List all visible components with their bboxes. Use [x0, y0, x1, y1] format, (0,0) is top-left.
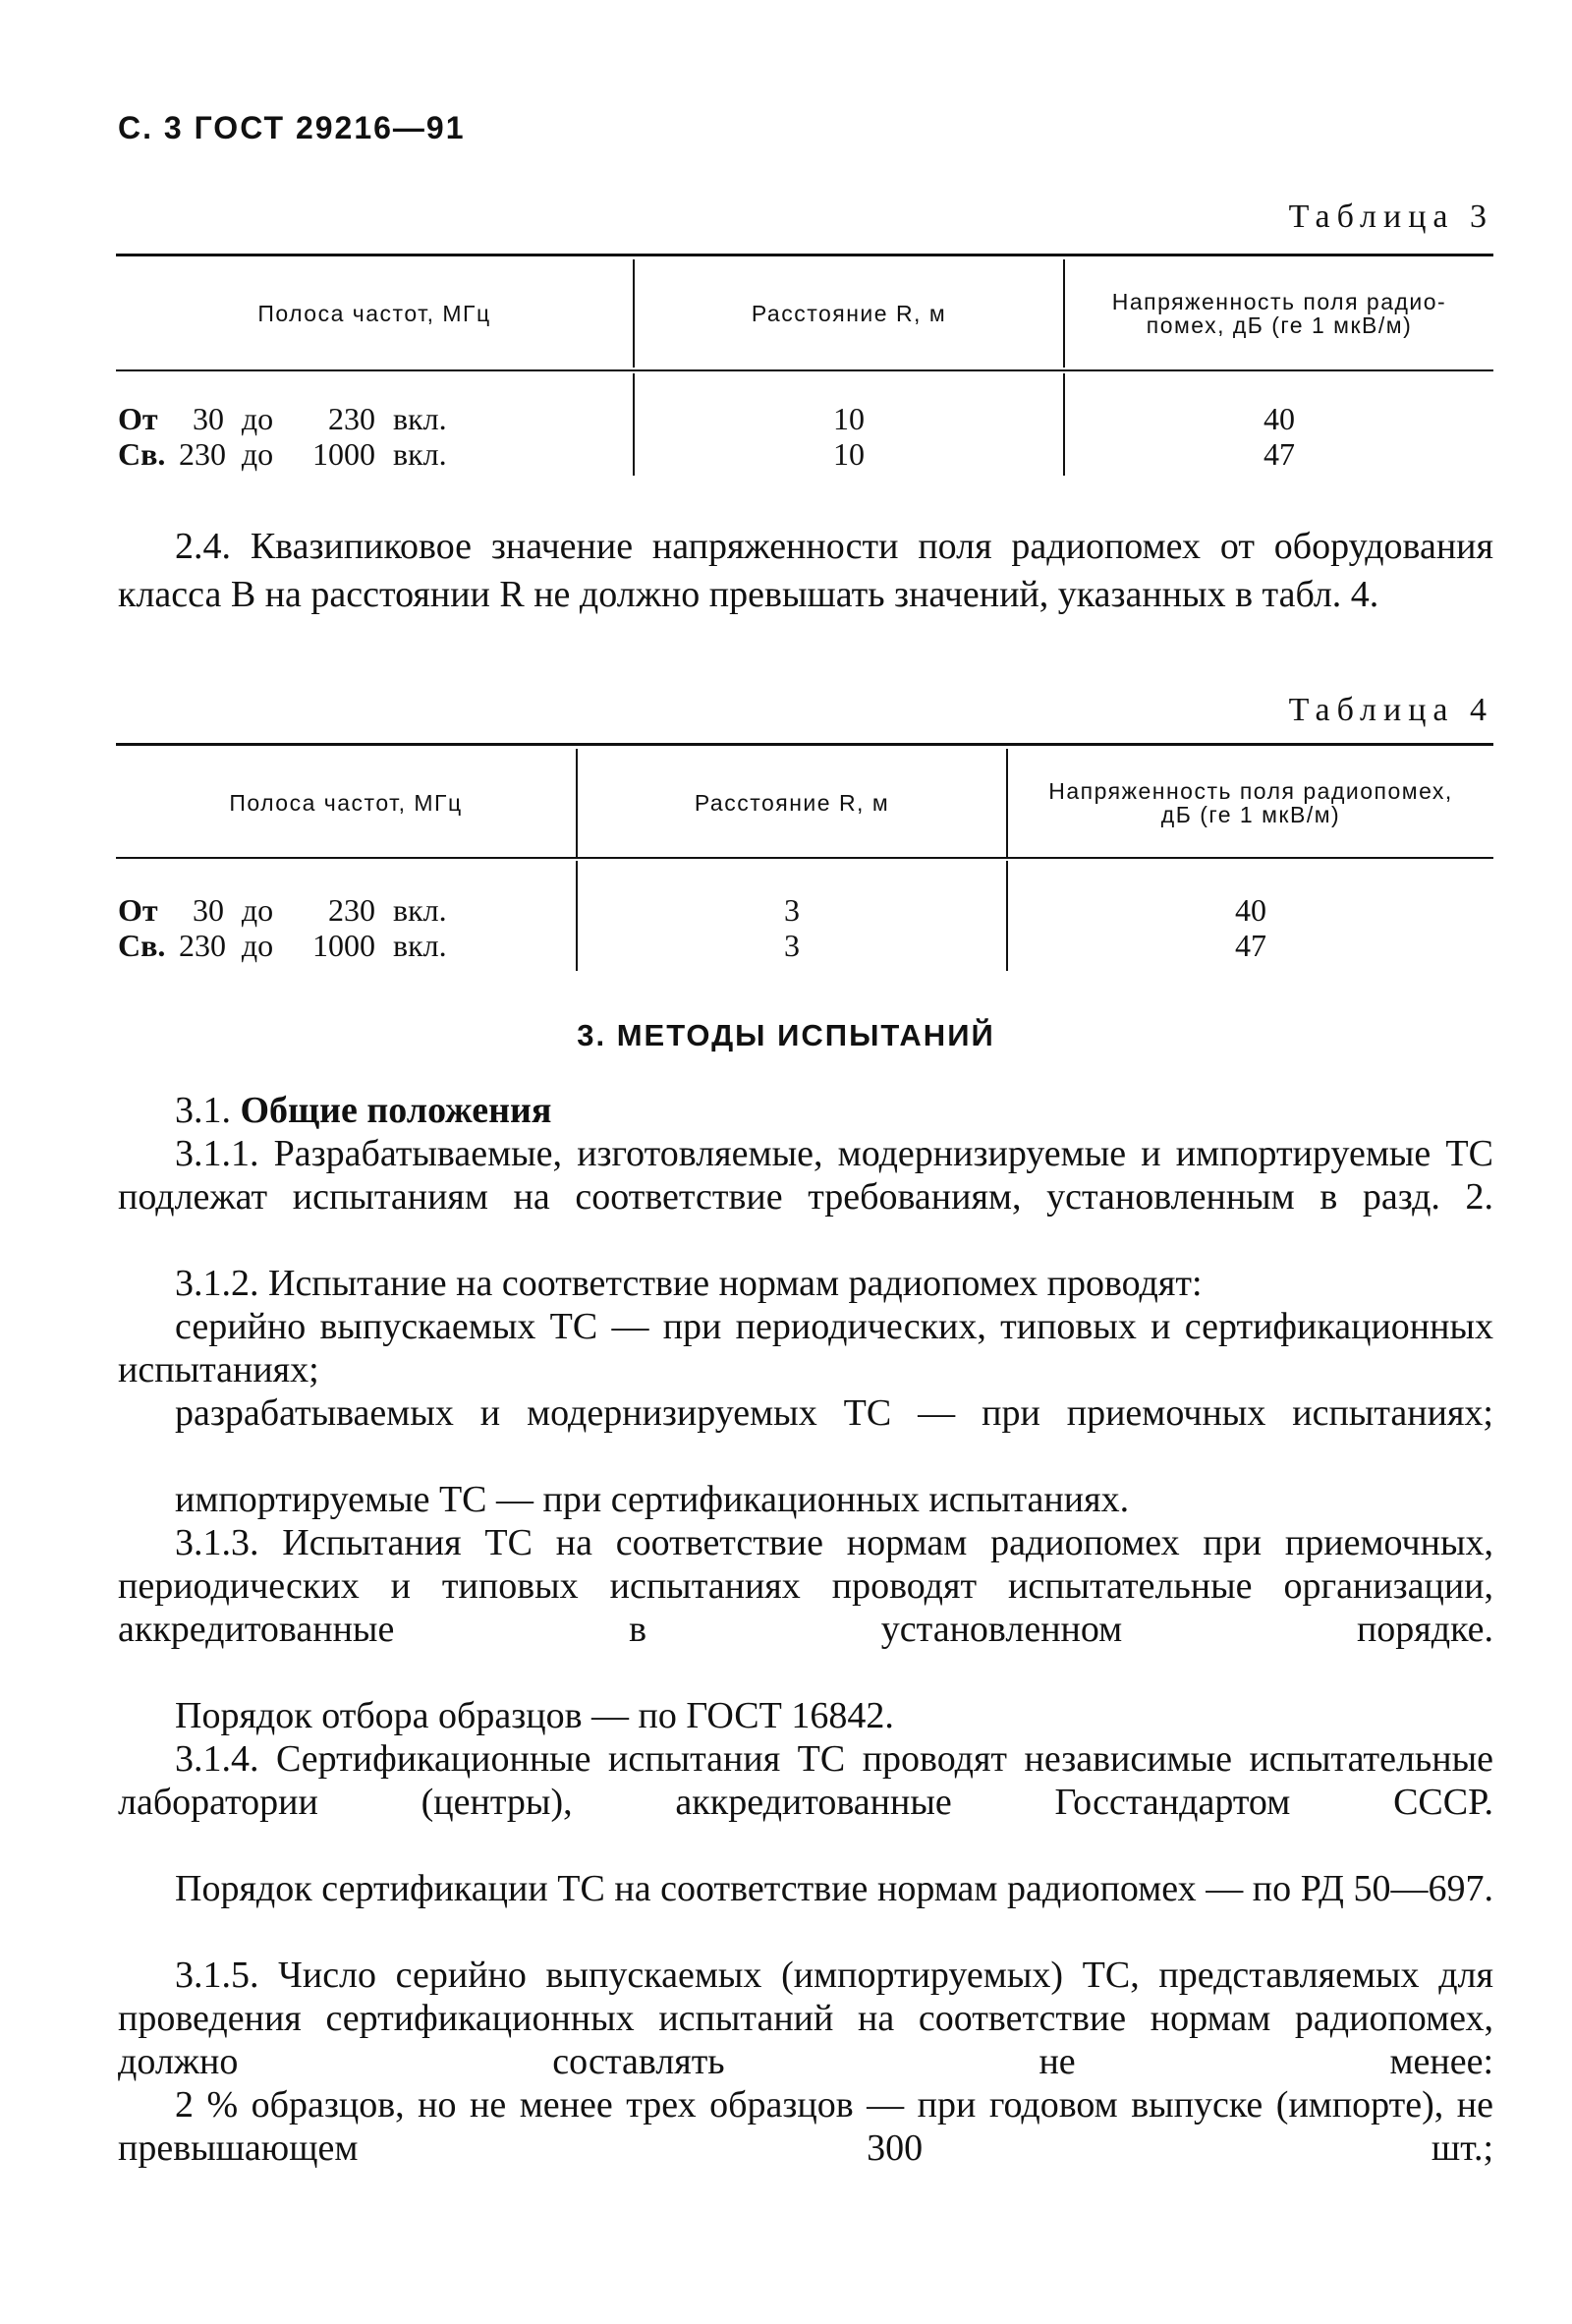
table3-distance-column — [635, 401, 1063, 472]
table-row: Св. 230 до 1000 вкл. — [118, 928, 447, 963]
table3 — [116, 254, 1493, 476]
paragraph-imported: импортируемые ТС — при сертификационных испытаниях. — [175, 1479, 1130, 1520]
table4-top-rule — [116, 743, 1493, 746]
table4-header-rule — [116, 857, 1493, 859]
paragraph-3-1-3: 3.1.3. Испытания ТС на соответствие нормам радиопомех при приемочных, периодических и типовых испытаниях проводят испытательные организации, аккредитованные в установленном порядке. — [118, 1522, 1493, 1650]
paragraph-serial: серийно выпускаемых ТС — при периодических, типовых и сертификационных испытаниях; — [118, 1306, 1493, 1390]
paragraph-3-1-5: 3.1.5. Число серийно выпускаемых (импортируемых) ТС, представляемых для проведения сертификационных испытаний на соответствие нормам радиопомех, должно составлять не менее: — [118, 1955, 1493, 2082]
paragraph-cert-order: Порядок сертификации ТС на соответствие нормам радиопомех — по РД 50—697. — [175, 1868, 1493, 1909]
table4-caption: Таблица 4 — [1288, 692, 1493, 728]
table4-distance-column — [578, 892, 1006, 963]
table4-distance-value: 3 — [784, 892, 800, 928]
paragraph-3-1-4: 3.1.4. Сертификационные испытания ТС проводят независимые испытательные лаборатории (центры), аккредитованные Госстандартом СССР. — [118, 1738, 1493, 1823]
table3-value-column — [1065, 401, 1493, 472]
subsection-number: 3.1. — [175, 1090, 231, 1131]
table4-frequency-column — [118, 892, 447, 963]
subsection-3-1-heading — [118, 1089, 1493, 1132]
table3-caption: Таблица 3 — [1288, 198, 1493, 235]
table3-distance-value: 10 — [833, 436, 865, 472]
section-title: 3. МЕТОДЫ ИСПЫТАНИЙ — [577, 1018, 995, 1052]
paragraph-3-1-1: 3.1.1. Разрабатываемые, изготовляемые, модернизируемые и импортируемые ТС подлежат испытаниям на соответствие требованиям, установленным в разд. 2. — [118, 1133, 1493, 1218]
subsection-title: Общие положения — [240, 1090, 552, 1131]
table3-field-value: 40 — [1263, 401, 1295, 436]
table4-header-field-strength: Напряженность поля радиопомех, дБ (ге 1 мкВ/м) — [1048, 777, 1453, 827]
paragraph-3-1-2: 3.1.2. Испытание на соответствие нормам радиопомех проводят: — [175, 1263, 1203, 1304]
paragraph-sampling: Порядок отбора образцов — по ГОСТ 16842. — [175, 1695, 894, 1736]
table3-top-rule — [116, 254, 1493, 256]
table3-header-field-strength: Напряженность поля радио-помех, дБ (ге 1 мкВ/м) — [1111, 288, 1447, 338]
table4-header-distance: Расстояние R, м — [694, 789, 890, 816]
table4-field-value: 40 — [1235, 892, 1266, 928]
table3-field-value: 47 — [1263, 436, 1295, 472]
table-row: Св. 230 до 1000 вкл. — [118, 436, 447, 472]
table3-distance-value: 10 — [833, 401, 865, 436]
paragraph-two-percent: 2 % образцов, но не менее трех образцов — при годовом выпуске (импорте), не превышающем 300 шт.; — [118, 2084, 1493, 2169]
table3-header-frequency: Полоса частот, МГц — [257, 300, 491, 326]
table4-field-value: 47 — [1235, 928, 1266, 963]
table-row: От 30 до 230 вкл. — [118, 401, 447, 436]
table4-distance-value: 3 — [784, 928, 800, 963]
table-row: От 30 до 230 вкл. — [118, 892, 447, 928]
table4 — [116, 743, 1493, 975]
table4-value-column — [1008, 892, 1493, 963]
table4-header-frequency: Полоса частот, МГц — [229, 789, 463, 816]
paragraph-developed: разрабатываемых и модернизируемых ТС — при приемочных испытаниях; — [175, 1392, 1493, 1434]
table3-frequency-column — [118, 401, 447, 472]
table3-header-distance: Расстояние R, м — [751, 300, 947, 326]
paragraph-2-4: 2.4. Квазипиковое значение напряженности поля радиопомех от оборудования класса В на расстоянии R не должно превышать значений, указанных в табл. 4. — [118, 526, 1493, 615]
table3-header-rule — [116, 369, 1493, 371]
page-header: С. 3 ГОСТ 29216—91 — [118, 110, 466, 145]
